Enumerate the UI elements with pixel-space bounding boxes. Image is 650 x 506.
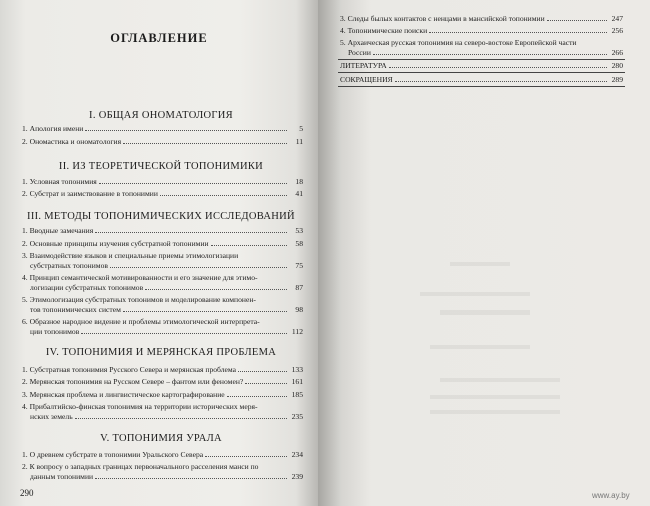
toc-entry-page: 18 [295,177,303,186]
toc-entry-text: 1. Вводные замечания [22,226,94,235]
toc-entry-page: 235 [291,411,303,421]
toc-entry-page: 161 [291,377,303,386]
toc-entry[interactable] [22,390,303,400]
show-through-mark [450,262,510,266]
toc-entry[interactable] [22,462,303,481]
show-through-mark [440,310,530,315]
show-through-mark [430,395,560,399]
dot-leader [95,472,287,479]
section-heading: III. МЕТОДЫ ТОПОНИМИЧЕСКИХ ИССЛЕДОВАНИЙ [27,211,295,222]
dot-leader [389,61,607,68]
dot-leader [75,412,287,419]
toc-entry-text: 1. Условная топонимия [22,177,97,186]
toc-entry-page: 289 [611,75,623,84]
toc-entry[interactable] [22,273,303,292]
toc-entry[interactable] [22,124,303,134]
toc-entry-text: 4. Прибалтийско-финская топонимия на территории исторических меря- [22,402,258,411]
toc-entry[interactable] [22,189,303,199]
toc-entry-page: 239 [291,471,303,481]
toc-entry-page: 53 [295,226,303,235]
toc-entry-text-cont: данным топонимии [30,471,94,481]
toc-entry-text-cont: России [348,47,371,57]
toc-entry-text: 2. Ономастика и ономатология [22,137,122,146]
show-through-mark [420,292,530,296]
toc-entry-text: 1. О древнем субстрате в топонимии Уральского Севера [22,450,204,459]
toc-entry-text-cont: тов топонимических систем [30,304,121,314]
toc-entry[interactable] [22,239,303,249]
toc-entry-page: 5 [299,124,303,133]
watermark: www.ay.by [592,491,630,500]
dot-leader [123,137,287,144]
section-heading: V. ТОПОНИМИЯ УРАЛА [100,433,222,444]
toc-entry[interactable] [340,14,623,24]
toc-entry-text: 4. Принцип семантической мотивированности и его значение для этимо- [22,273,258,282]
toc-entry-text: 3. Мерянская проблема и лингвистическое картографирование [22,390,225,399]
toc-entry-text: 5. Этимологизация субстратных топонимов и моделирование компонен- [22,295,256,304]
toc-entry-text-cont: нских земель [30,411,73,421]
toc-entry-text-cont: субстратных топонимов [30,260,108,270]
toc-entry[interactable] [22,137,303,147]
toc-entry[interactable] [22,450,303,460]
toc-entry-text-cont: ции топонимов [30,326,80,336]
toc-entry-page: 266 [611,47,623,57]
toc-entry[interactable] [22,365,303,375]
dot-leader [238,365,287,372]
toc-entry[interactable] [22,177,303,187]
toc-entry-text: 3. Взаимодействие языков и специальные приемы этимологизации [22,251,239,260]
toc-entry-text: 6. Образное народное видение и проблемы этимологической интерпрета- [22,317,260,326]
rule [338,72,625,73]
dot-leader [95,226,287,233]
toc-entry-text: СОКРАЩЕНИЯ [340,75,393,84]
dot-leader [85,124,287,131]
toc-entry-text: 4. Топонимические поиски [340,26,428,35]
toc-entry-page: 98 [295,304,303,314]
toc-entry-page: 41 [295,189,303,198]
toc-entry-page: 185 [291,390,303,399]
toc-entry[interactable] [22,377,303,387]
dot-leader [110,261,287,268]
toc-entry-page: 87 [295,282,303,292]
toc-entry-page: 11 [295,137,303,146]
toc-entry[interactable] [340,38,623,57]
dot-leader [245,377,287,384]
toc-entry[interactable] [22,317,303,336]
dot-leader [81,327,287,334]
show-through-mark [440,378,560,382]
toc-entry-page: 256 [611,26,623,35]
toc-entry-text-cont: логизации субстратных топонимов [30,282,144,292]
toc-title: ОГЛАВЛЕНИЕ [110,31,208,45]
dot-leader [395,75,607,82]
toc-entry[interactable] [22,226,303,236]
toc-entry-page: 112 [291,326,303,336]
toc-entry[interactable] [22,402,303,421]
dot-leader [123,305,287,312]
toc-entry-page: 133 [291,365,303,374]
toc-entry-text: 5. Архаическая русская топонимия на северо-востоке Европейской части [340,38,577,47]
toc-entry[interactable] [22,251,303,270]
show-through-mark [430,410,560,414]
toc-entry-page: 234 [291,450,303,459]
dot-leader [99,177,287,184]
dot-leader [211,239,287,246]
section-heading: I. ОБЩАЯ ОНОМАТОЛОГИЯ [89,110,233,121]
dot-leader [547,14,607,21]
toc-entry-page: 247 [611,14,623,23]
toc-entry[interactable] [340,61,623,71]
page-number: 290 [20,488,34,498]
section-heading: IV. ТОПОНИМИЯ И МЕРЯНСКАЯ ПРОБЛЕМА [45,347,277,358]
toc-entry-text: 2. К вопросу о западных границах первоначального расселения манси по [22,462,259,471]
toc-entry[interactable] [340,26,623,36]
toc-entry-page: 280 [611,61,623,70]
dot-leader [205,450,287,457]
dot-leader [160,189,287,196]
toc-entry-text: 3. Следы былых контактов с ненцами в мансийской топонимии [340,14,545,23]
dot-leader [145,283,287,290]
toc-entry-page: 58 [295,239,303,248]
toc-entry[interactable] [22,295,303,314]
show-through-mark [430,345,530,349]
dot-leader [373,48,607,55]
rule [338,86,625,87]
toc-entry-page: 75 [295,260,303,270]
dot-leader [429,26,607,33]
toc-entry-text: 1. Апология имени [22,124,84,133]
rule [338,59,625,60]
toc-entry-text: ЛИТЕРАТУРА [340,61,387,70]
dot-leader [227,390,287,397]
toc-entry-text: 2. Мерянская топонимия на Русском Севере – фантом или феномен? [22,377,244,386]
toc-entry-text: 2. Субстрат и заимствование в топонимии [22,189,158,198]
section-heading: II. ИЗ ТЕОРЕТИЧЕСКОЙ ТОПОНИМИКИ [58,161,264,172]
toc-entry-text: 2. Основные принципы изучения субстратной топонимии [22,239,209,248]
toc-entry[interactable] [340,75,623,85]
toc-entry-text: 1. Субстратная топонимия Русского Севера и мерянская проблема [22,365,236,374]
